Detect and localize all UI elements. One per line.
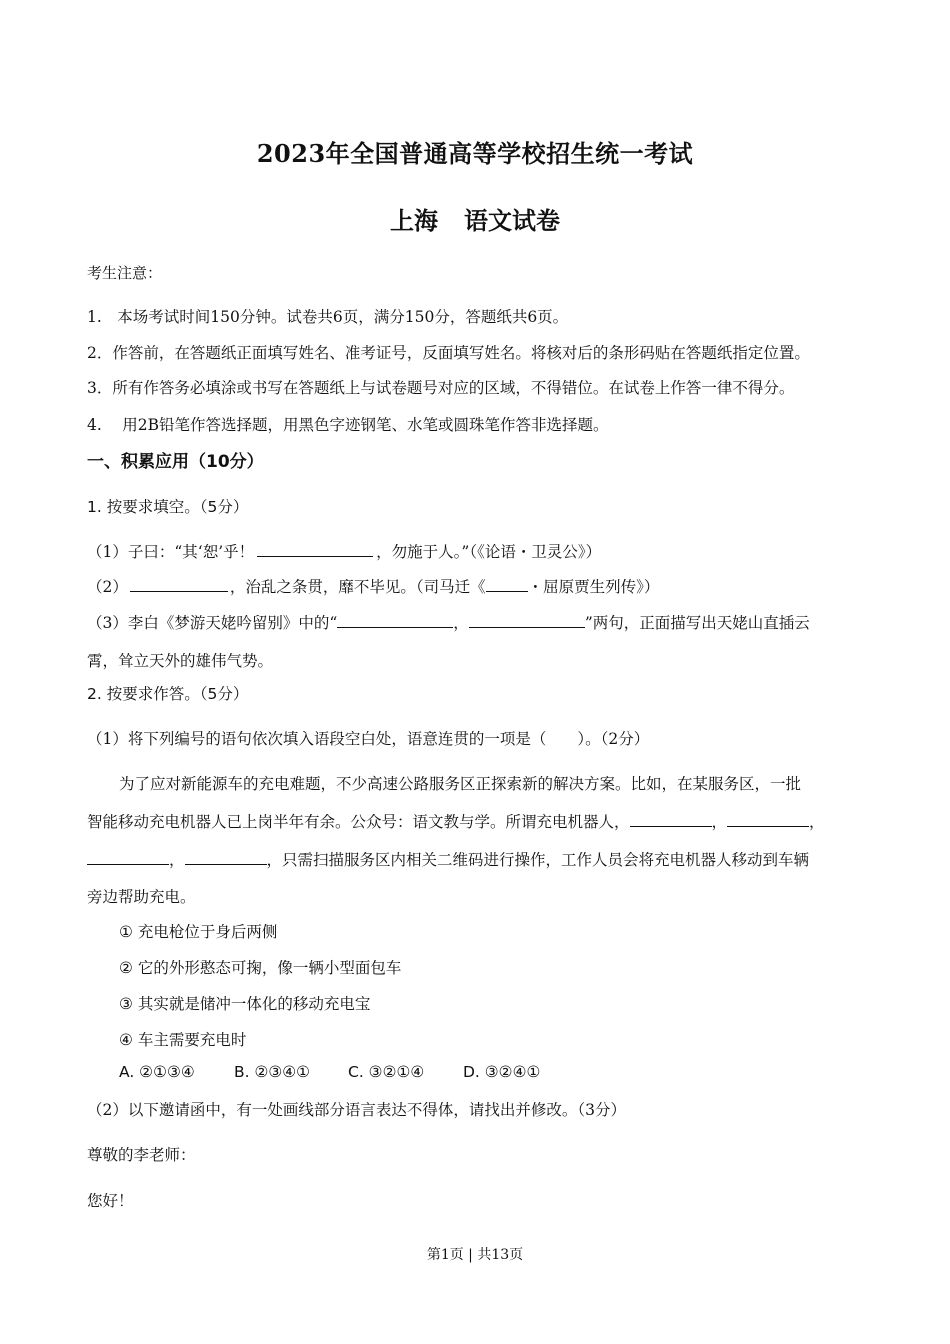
exam-subtitle bbox=[0, 201, 950, 236]
question-line: （3）李白《梦游天姥吟留别》中的“ ， ”两句，正面描写出天姥山直插云 bbox=[87, 614, 810, 632]
option-a[interactable]: A. ②①③④ bbox=[119, 1063, 195, 1081]
answer-blank[interactable] bbox=[130, 590, 228, 592]
sentence-item: ① 充电枪位于身后两侧 bbox=[119, 923, 278, 941]
answer-blank[interactable] bbox=[185, 863, 267, 865]
notice-item: 2．作答前，在答题纸正面填写姓名、准考证号，反面填写姓名。将核对后的条形码贴在答题纸指定位置。 bbox=[87, 344, 810, 362]
answer-blank[interactable] bbox=[727, 825, 809, 827]
passage-line: 为了应对新能源车的充电难题，不少高速公路服务区正探索新的解决方案。比如，在某服务区，一批 bbox=[119, 775, 802, 793]
question-line: （1）子曰：“其‘恕’乎！ ，勿施于人。”（《论语・卫灵公》） bbox=[87, 543, 602, 561]
passage-line: ， ，只需扫描服务区内相关二维码进行操作，工作人员会将充电机器人移动到车辆 bbox=[87, 848, 809, 870]
section-heading: 一、积累应用（10分） bbox=[87, 452, 264, 472]
answer-blank[interactable] bbox=[257, 555, 373, 557]
option-d[interactable]: D. ③②④① bbox=[463, 1063, 541, 1081]
answer-blank[interactable] bbox=[630, 825, 712, 827]
sentence-item: ④ 车主需要充电时 bbox=[119, 1031, 247, 1049]
question-stem: 2. 按要求作答。（5分） bbox=[87, 685, 249, 703]
question-line: 霄，耸立天外的雄伟气势。 bbox=[87, 652, 274, 670]
answer-blank[interactable] bbox=[87, 863, 169, 865]
option-b[interactable]: B. ②③④① bbox=[234, 1063, 311, 1081]
passage-line: 智能移动充电机器人已上岗半年有余。公众号：语文教与学。所谓充电机器人， ， ， bbox=[87, 813, 825, 831]
page-footer: 第1页 | 共13页 bbox=[426, 1247, 524, 1263]
question-stem: 1. 按要求填空。（5分） bbox=[87, 498, 249, 516]
answer-blank[interactable] bbox=[337, 626, 453, 628]
sentence-item: ③ 其实就是储冲一体化的移动充电宝 bbox=[119, 995, 371, 1013]
notice-item: 4. 用2B铅笔作答选择题，用黑色字迹钢笔、水笔或圆珠笔作答非选择题。 bbox=[87, 416, 609, 434]
exam-title: 2023年全国普通高等学校招生统一考试 bbox=[256, 139, 694, 168]
letter-hello: 您好！ bbox=[87, 1192, 134, 1210]
subtitle-subject: 语文试卷 bbox=[464, 206, 560, 235]
answer-blank[interactable] bbox=[486, 590, 528, 592]
subtitle-region: 上海 bbox=[390, 206, 438, 235]
option-c[interactable]: C. ③②①④ bbox=[348, 1063, 425, 1081]
notice-item: 1. 本场考试时间150分钟。试卷共6页，满分150分，答题纸共6页。 bbox=[87, 308, 569, 326]
passage-line: 旁边帮助充电。 bbox=[87, 888, 196, 906]
question-line: （1）将下列编号的语句依次填入语段空白处，语意连贯的一项是（ ）。（2分） bbox=[87, 730, 650, 748]
question-line: （2）以下邀请函中，有一处画线部分语言表达不得体，请找出并修改。（3分） bbox=[87, 1101, 626, 1119]
notice-heading: 考生注意： bbox=[87, 264, 163, 282]
answer-blank[interactable] bbox=[469, 626, 585, 628]
question-line: （2） ，治乱之条贯，靡不毕见。（司马迁《 ・屈原贾生列传》） bbox=[87, 578, 660, 596]
sentence-item: ② 它的外形憨态可掬，像一辆小型面包车 bbox=[119, 959, 402, 977]
notice-item: 3．所有作答务必填涂或书写在答题纸上与试卷题号对应的区域，不得错位。在试卷上作答一律不得分。 bbox=[87, 379, 795, 397]
letter-greeting: 尊敬的李老师： bbox=[87, 1146, 196, 1164]
